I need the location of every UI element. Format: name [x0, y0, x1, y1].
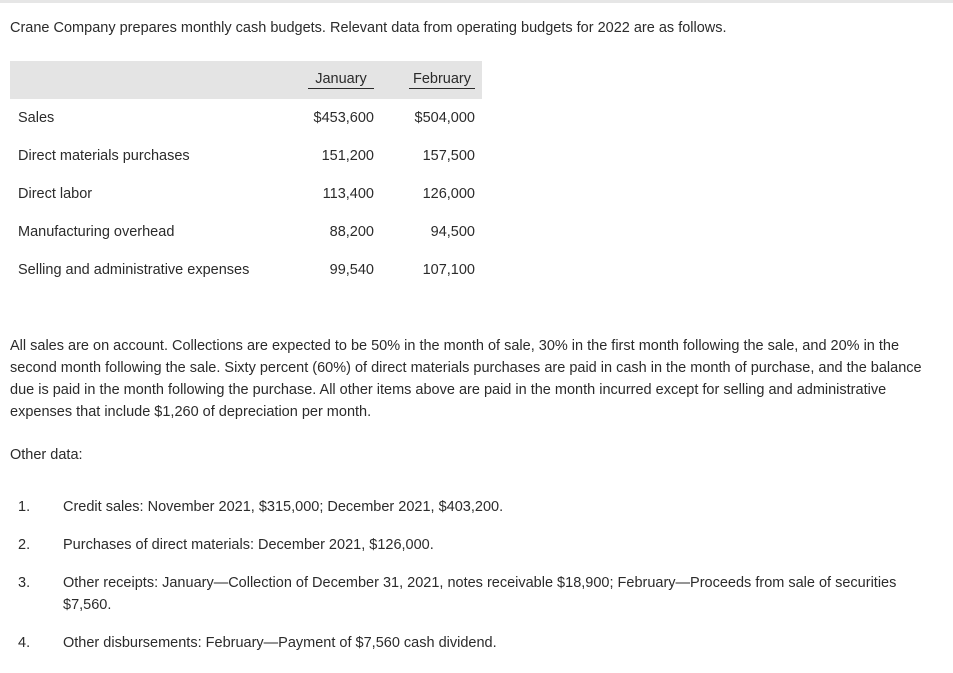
list-item-text: Credit sales: November 2021, $315,000; December 2021, $403,200. — [63, 499, 504, 515]
row-label: Manufacturing overhead — [18, 224, 175, 240]
intro-text: Crane Company prepares monthly cash budgets. Relevant data from operating budgets for 2022 are as follows. — [10, 20, 727, 36]
collections-paragraph: All sales are on account. Collections are expected to be 50% in the month of sale, 30% in the first month following the sale, and 20% in the second month following the sale. Sixty percent (60%) of direct materials purchases are paid in cash in the month of purchase, and the balance due is paid in the month following the purchase. All other items above are paid in the month incurred except for selling and administrative expenses that include $1,260 of depreciation per month. — [10, 338, 922, 420]
february-value: $504,000 — [414, 110, 475, 126]
table-row — [10, 175, 482, 213]
budget-table — [10, 61, 482, 289]
january-value: $453,600 — [313, 110, 374, 126]
february-value: 157,500 — [422, 148, 475, 164]
table-row — [10, 213, 482, 251]
table-row — [10, 137, 482, 175]
january-value: 113,400 — [322, 186, 374, 202]
list-item-number: 1. — [18, 499, 31, 515]
table-row — [10, 99, 482, 137]
february-value: 94,500 — [430, 224, 475, 240]
january-value: 88,200 — [329, 224, 374, 240]
january-value: 99,540 — [329, 262, 374, 278]
table-header-row — [10, 61, 482, 99]
header-january-label: January — [308, 71, 374, 89]
row-label: Sales — [18, 110, 55, 126]
header-january — [287, 61, 382, 99]
list-item-text: Purchases of direct materials: December 2021, $126,000. — [63, 537, 434, 553]
top-divider — [0, 0, 953, 3]
table-row — [10, 251, 482, 289]
row-label: Direct labor — [18, 186, 93, 202]
header-february — [382, 61, 482, 99]
list-item-number: 4. — [18, 635, 31, 651]
list-item-text: Other disbursements: February—Payment of $7,560 cash dividend. — [63, 635, 497, 651]
february-value: 126,000 — [422, 186, 475, 202]
row-label: Direct materials purchases — [18, 148, 190, 164]
other-data-heading: Other data: — [10, 447, 83, 463]
list-item-number: 3. — [18, 575, 31, 591]
header-february-label: February — [409, 71, 475, 89]
january-value: 151,200 — [321, 148, 374, 164]
header-label-cell — [10, 61, 287, 99]
list-item-text: Other receipts: January—Collection of December 31, 2021, notes receivable $18,900; February—Proceeds from sale of securities $7,560. — [63, 575, 897, 613]
row-label: Selling and administrative expenses — [18, 262, 250, 278]
february-value: 107,100 — [422, 262, 475, 278]
list-item-number: 2. — [18, 537, 31, 553]
